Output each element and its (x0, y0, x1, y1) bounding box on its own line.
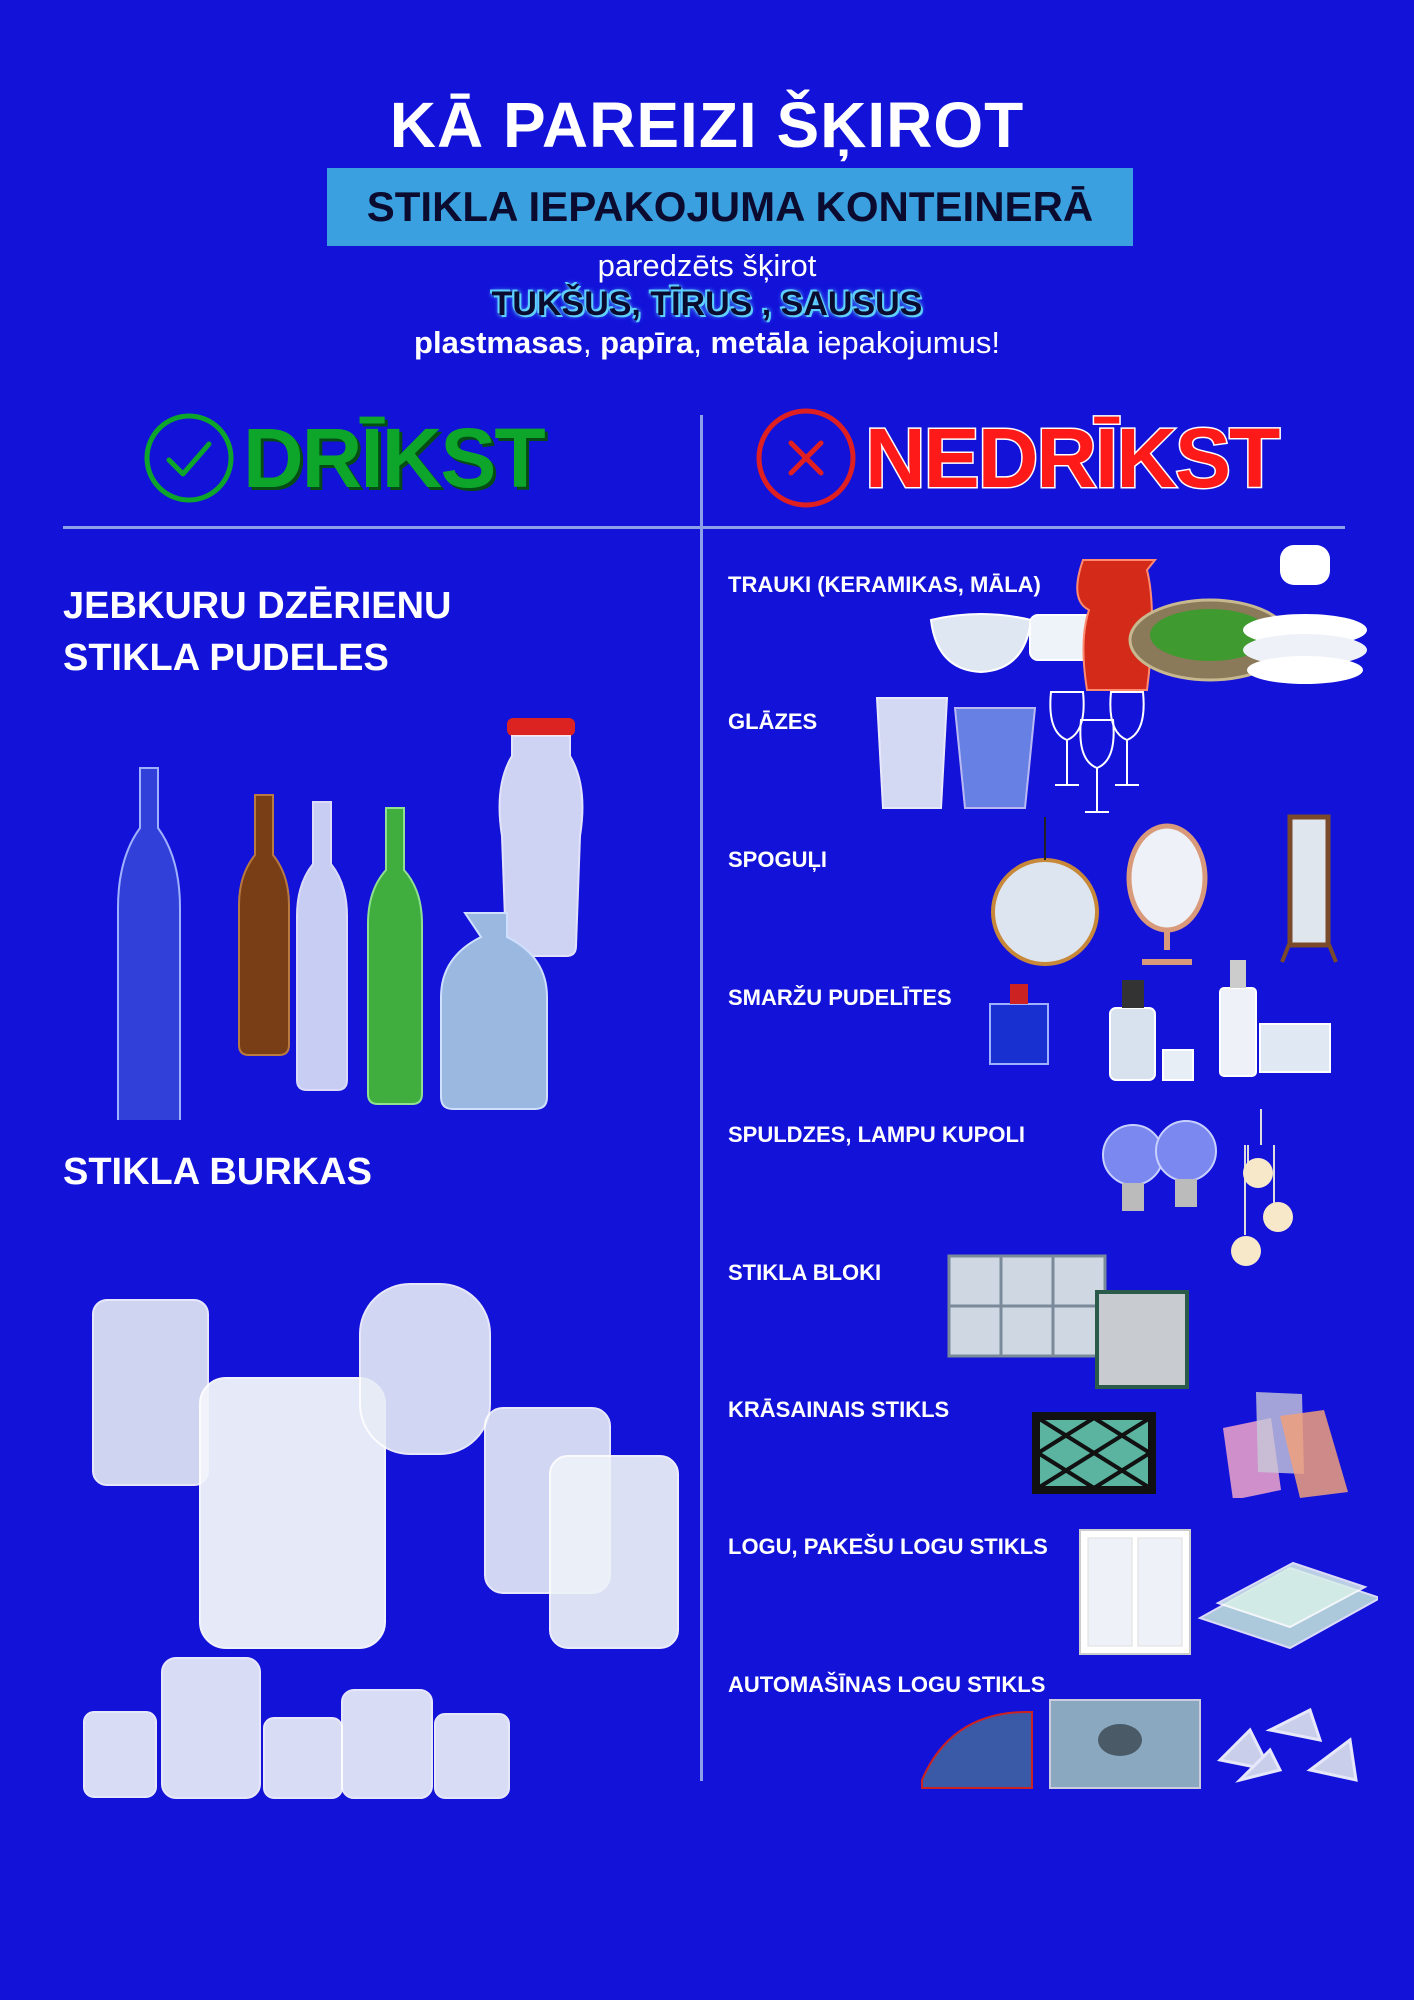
perfume-bottles-illustration (980, 958, 1340, 1088)
glass-blocks-illustration (945, 1252, 1195, 1392)
emphasis-line: TUKŠUS, TĪRUS , SAUSUS (491, 285, 923, 323)
material-paper: papīra (600, 325, 694, 360)
window-glass-illustration (1078, 1528, 1378, 1658)
subtitle-banner (327, 168, 1133, 246)
separator: , (582, 325, 601, 360)
intro-line: paredzēts šķirot (597, 248, 817, 283)
jars-illustration (80, 1270, 690, 1805)
subtitle-text: STIKLA IEPAKOJUMA KONTEINERĀ (366, 183, 1094, 230)
forbidden-item-glass-blocks: STIKLA BLOKI (728, 1260, 882, 1285)
forbidden-heading-text: NEDRĪKST (865, 410, 1279, 505)
allowed-item-jars: STIKLA BURKAS (63, 1151, 372, 1193)
forbidden-item-ceramics: TRAUKI (KERAMIKAS, MĀLA) (728, 572, 1041, 597)
forbidden-item-perfume-bottles: SMARŽU PUDELĪTES (728, 985, 952, 1010)
allowed-heading (143, 408, 544, 508)
forbidden-heading (755, 408, 1278, 508)
allowed-heading-text: DRĪKST (243, 410, 544, 505)
colored-glass-illustration (1028, 1388, 1358, 1498)
materials-line (0, 325, 1414, 361)
car-glass-illustration (920, 1690, 1380, 1790)
forbidden-item-bulbs: SPULDZES, LAMPU KUPOLI (728, 1122, 1026, 1147)
allowed-item-bottles: JEBKURU DZĒRIENU STIKLA PUDELES (63, 585, 452, 679)
x-circle-icon (755, 407, 857, 509)
glasses-illustration (875, 690, 1155, 820)
bulbs-lamp-illustration (1098, 1105, 1298, 1275)
forbidden-item-car-glass: AUTOMAŠĪNAS LOGU STIKLS (728, 1672, 1046, 1697)
page-title: KĀ PAREIZI ŠĶIROT (389, 89, 1025, 161)
material-plastic: plastmasas (414, 325, 583, 360)
line-end-text: iepakojumus! (808, 325, 1000, 360)
check-circle-icon (143, 412, 235, 504)
separator: , (693, 325, 711, 360)
bottles-illustration (90, 700, 610, 1120)
header-divider (63, 526, 1345, 529)
forbidden-item-glasses: GLĀZES (728, 709, 818, 734)
forbidden-item-mirrors: SPOGUĻI (728, 847, 828, 872)
forbidden-item-window-glass: LOGU, PAKEŠU LOGU STIKLS (728, 1534, 1048, 1559)
mirrors-illustration (990, 812, 1350, 972)
forbidden-item-colored-glass: KRĀSAINAIS STIKLS (728, 1397, 950, 1422)
material-metal: metāla (710, 325, 809, 360)
column-divider (700, 415, 703, 1781)
